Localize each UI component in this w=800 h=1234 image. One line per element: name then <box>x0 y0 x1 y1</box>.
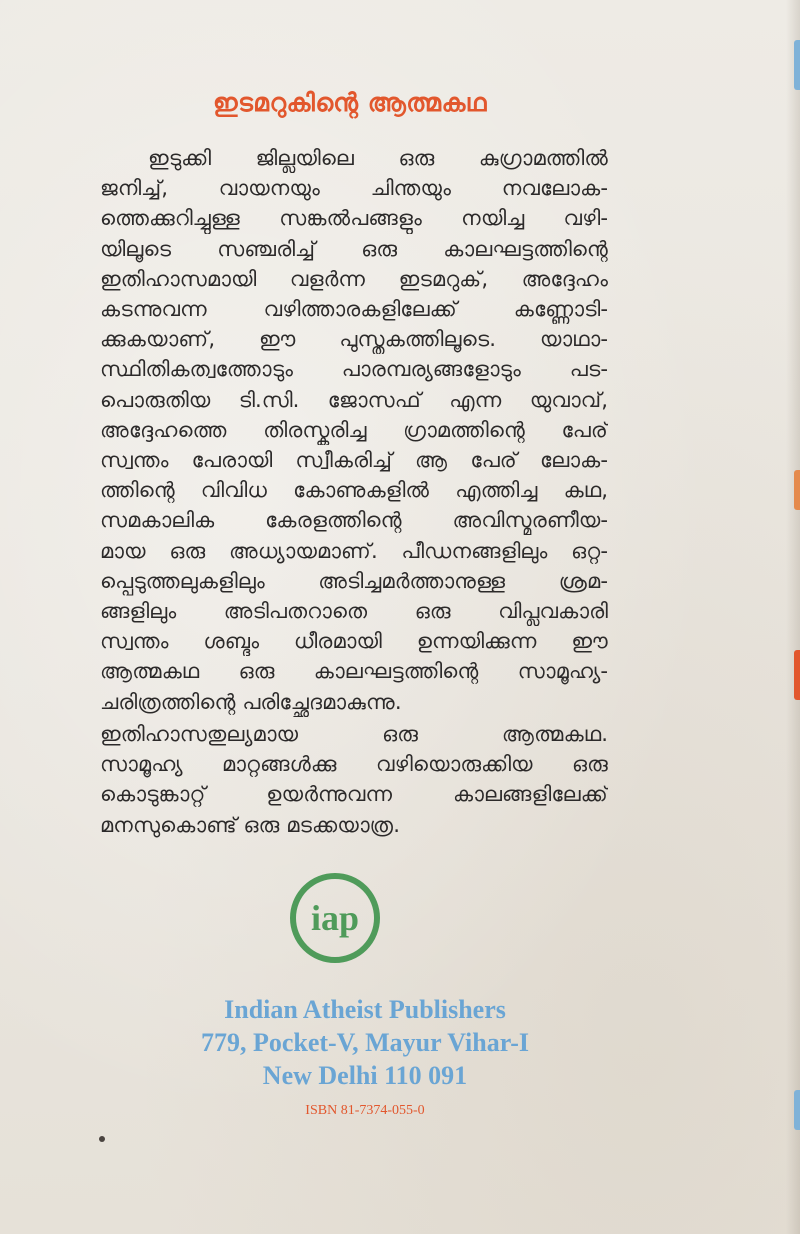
text-line: ത്തെക്കുറിച്ചുള്ള സങ്കൽപങ്ങളും നയിച്ച വഴി- <box>100 205 608 231</box>
paper-speck <box>99 1136 105 1142</box>
text-line: കൊടുങ്കാറ്റ് ഉയർന്നുവന്ന കാലങ്ങളിലേക്ക് <box>100 781 608 807</box>
text-line: മായ ഒരു അധ്യായമാണ്. പീഡനങ്ങളിലും ഒറ്റ- <box>100 537 608 563</box>
blurb-paragraph-1 <box>100 143 608 717</box>
text-line: ഇടുക്കി ജില്ലയിലെ ഒരു കുഗ്രാമത്തിൽ <box>148 145 608 170</box>
publisher-name: Indian Atheist Publishers <box>224 995 506 1024</box>
text-line: ത്തിന്റെ വിവിധ കോണുകളിൽ എത്തിച്ച കഥ, <box>100 477 608 503</box>
text-line: സമകാലിക കേരളത്തിന്റെ അവിസ്മരണീയ- <box>100 507 608 533</box>
publisher-logo <box>287 870 383 966</box>
text-line: ഇതിഹാസതുല്യമായ ഒരു ആത്മകഥ. <box>100 721 608 746</box>
text-line: ങ്ങളിലും അടിപതറാതെ ഒരു വിപ്ലവകാരി <box>100 598 608 624</box>
logo-text: iap <box>310 898 360 938</box>
text-line: പൊരുതിയ ടി.സി. ജോസഫ് എന്ന യുവാവ്, <box>100 386 608 412</box>
page-edge-shadow <box>786 0 800 1234</box>
edge-mark <box>794 650 800 700</box>
blurb-paragraph-2 <box>100 719 608 840</box>
text-line: സ്വന്തം ശബ്ദം ധീരമായി ഉന്നയിക്കുന്ന ഈ <box>100 628 608 654</box>
text-line: യിലൂടെ സഞ്ചരിച്ച് ഒരു കാലഘട്ടത്തിന്റെ <box>100 235 608 261</box>
text-line: ക്കുകയാണ്, ഈ പുസ്തകത്തിലൂടെ. യാഥാ- <box>100 326 608 352</box>
publisher-address-line-1: 779, Pocket-V, Mayur Vihar-I <box>200 1028 530 1057</box>
text-line: മനസുകൊണ്ട് ഒരു മടക്കയാത്ര. <box>100 811 400 837</box>
publisher-address-line-2: New Delhi 110 091 <box>262 1061 468 1090</box>
text-line: ആത്മകഥ ഒരു കാലഘട്ടത്തിന്റെ സാമൂഹ്യ- <box>100 658 608 684</box>
text-line: ചരിത്രത്തിന്റെ പരിച്ഛേദമാകുന്നു. <box>100 688 402 714</box>
text-line: ജനിച്ച്, വായനയും ചിന്തയും നവലോക- <box>100 175 608 201</box>
text-line: സ്വന്തം പേരായി സ്വീകരിച്ച് ആ പേര് ലോക- <box>100 447 608 473</box>
text-line: കടന്നുവന്ന വഴിത്താരകളിലേക്ക് കണ്ണോടി- <box>100 296 608 322</box>
edge-mark <box>794 1090 800 1130</box>
isbn: ISBN 81-7374-055-0 <box>305 1103 425 1118</box>
text-line: പ്പെടുത്തലുകളിലും അടിച്ചമർത്താനുള്ള ശ്രമ- <box>100 567 608 593</box>
text-line: സ്ഥിതികത്വത്തോടും പാരമ്പര്യങ്ങളോടും പട- <box>100 356 608 382</box>
book-title: ഇടമറുകിന്റെ ആത്മകഥ <box>213 88 487 117</box>
edge-mark <box>794 470 800 510</box>
text-line: ഇതിഹാസമായി വളർന്ന ഇടമറുക്, അദ്ദേഹം <box>100 265 608 291</box>
edge-mark <box>794 40 800 90</box>
text-line: അദ്ദേഹത്തെ തിരസ്കരിച്ച ഗ്രാമത്തിന്റെ പേര് <box>100 416 608 442</box>
text-line: സാമൂഹ്യ മാറ്റങ്ങൾക്കു വഴിയൊരുക്കിയ ഒരു <box>100 751 608 777</box>
